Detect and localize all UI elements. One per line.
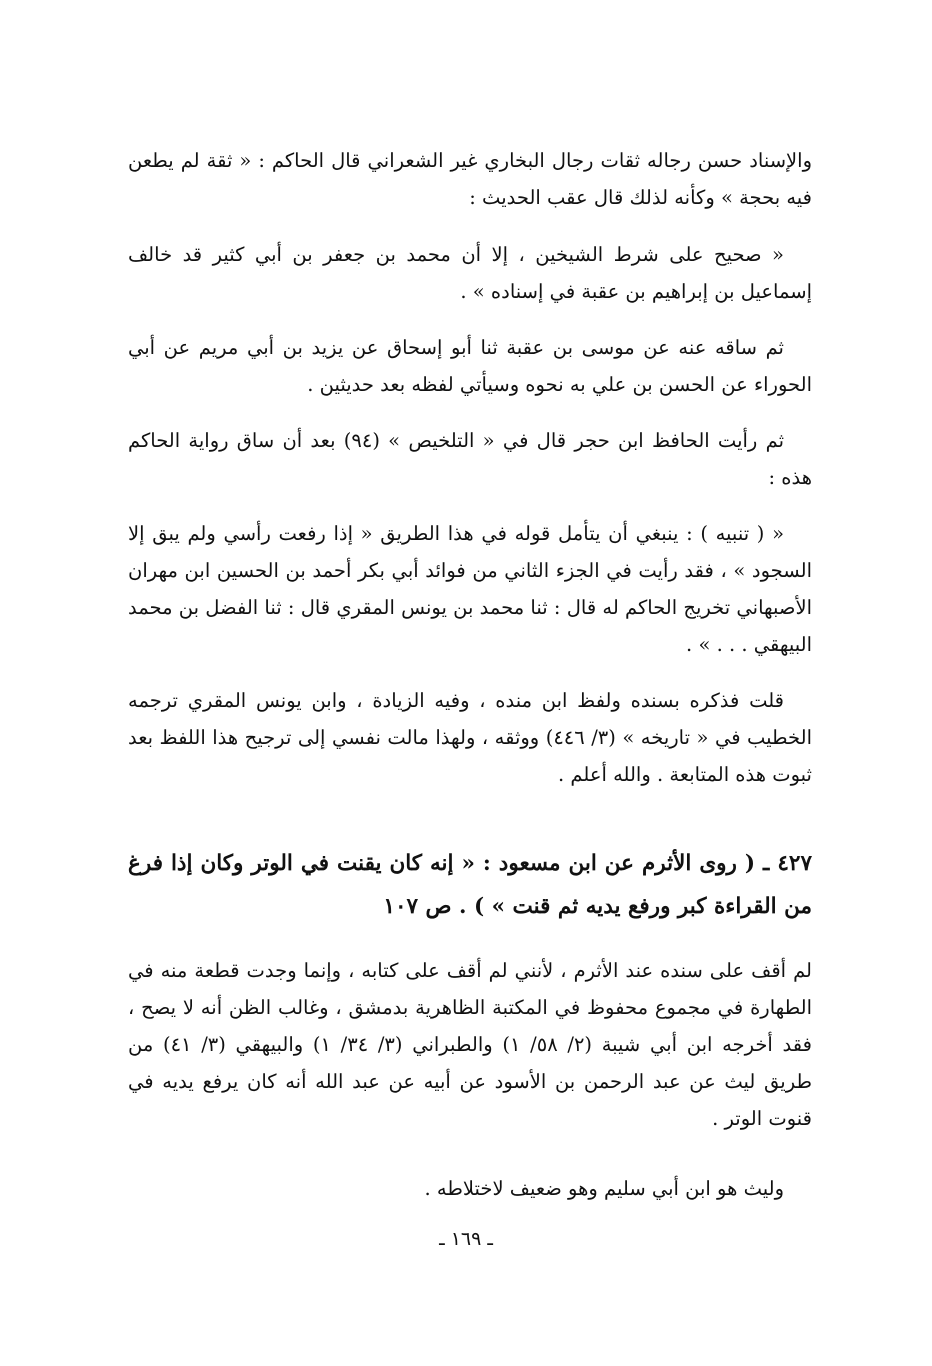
paragraph-tanbih-quote: « ( تنبيه ) : ينبغي أن يتأمل قوله في هذا الطريق « إذا رفعت رأسي ولم يبق إلا السجود » ، فقد رأيت في الجزء الثاني من فوائد أبي بكر أحمد بن الحسين ابن مهران الأصبهاني تخريج الحاكم له قال : ثنا محمد بن يونس المقري قال : ثنا الفضل بن محمد البيهقي . . . » . [128,522,812,656]
hadith-heading-427: ٤٢٧ ـ ( روى الأثرم عن ابن مسعود : « إنه كان يقنت في الوتر وكان إذا فرغ من القراءة كبر ورفع يديه ثم قنت » ) . ص ١٠٧ [128,851,812,919]
paragraph-quote-sahih: « صحيح على شرط الشيخين ، إلا أن محمد بن جعفر بن أبي كثير قد خالف إسماعيل بن إبراهيم بن عقبة في إسناده » . [128,243,812,303]
paragraph-qultu: قلت فذكره بسنده ولفظ ابن منده ، وفيه الزيادة ، وابن يونس المقري ترجمه الخطيب في « تاريخه » (٣/ ٤٤٦) ووثقه ، ولهذا مالت نفسي إلى ترجيح هذا اللفظ بعد ثبوت هذه المتابعة . والله أعلم . [128,689,812,786]
paragraph-layth: وليث هو ابن أبي سليم وهو ضعيف لاختلاطه . [424,1177,784,1200]
paragraph-athram-commentary: لم أقف على سنده عند الأثرم ، لأنني لم أقف على كتابه ، وإنما وجدت قطعة منه في الطهارة في مجموع محفوظ في المكتبة الظاهرية بدمشق ، وغالب الظن أنه لا يصح ، فقد أخرجه ابن أبي شيبة (٢/ ٥٨/ ١) والطبراني (٣/ ٣٤/ ١) والبيهقي (٣/ ٤١) من طريق ليث عن عبد الرحمن بن الأسود عن أبيه عن عبد الله أنه كان يرفع يديه في قنوت الوتر . [128,959,812,1130]
paragraph-ibn-hajar: ثم رأيت الحافظ ابن حجر قال في « التلخيص » (٩٤) بعد أن ساق رواية الحاكم هذه : [128,429,812,489]
page-number: ـ ١٦٩ ـ [439,1228,493,1250]
paragraph-isnad-hasan: والإسناد حسن رجاله ثقات رجال البخاري غير الشعراني قال الحاكم : « ثقة لم يطعن فيه بحجة » وكأنه لذلك قال عقب الحديث : [128,149,812,209]
paragraph-musa-ibn-uqba: ثم ساقه عنه عن موسى بن عقبة ثنا أبو إسحاق عن يزيد بن أبي مريم عن أبي الحوراء عن الحسن بن علي به نحوه وسيأتي لفظه بعد حديثين . [128,336,812,396]
